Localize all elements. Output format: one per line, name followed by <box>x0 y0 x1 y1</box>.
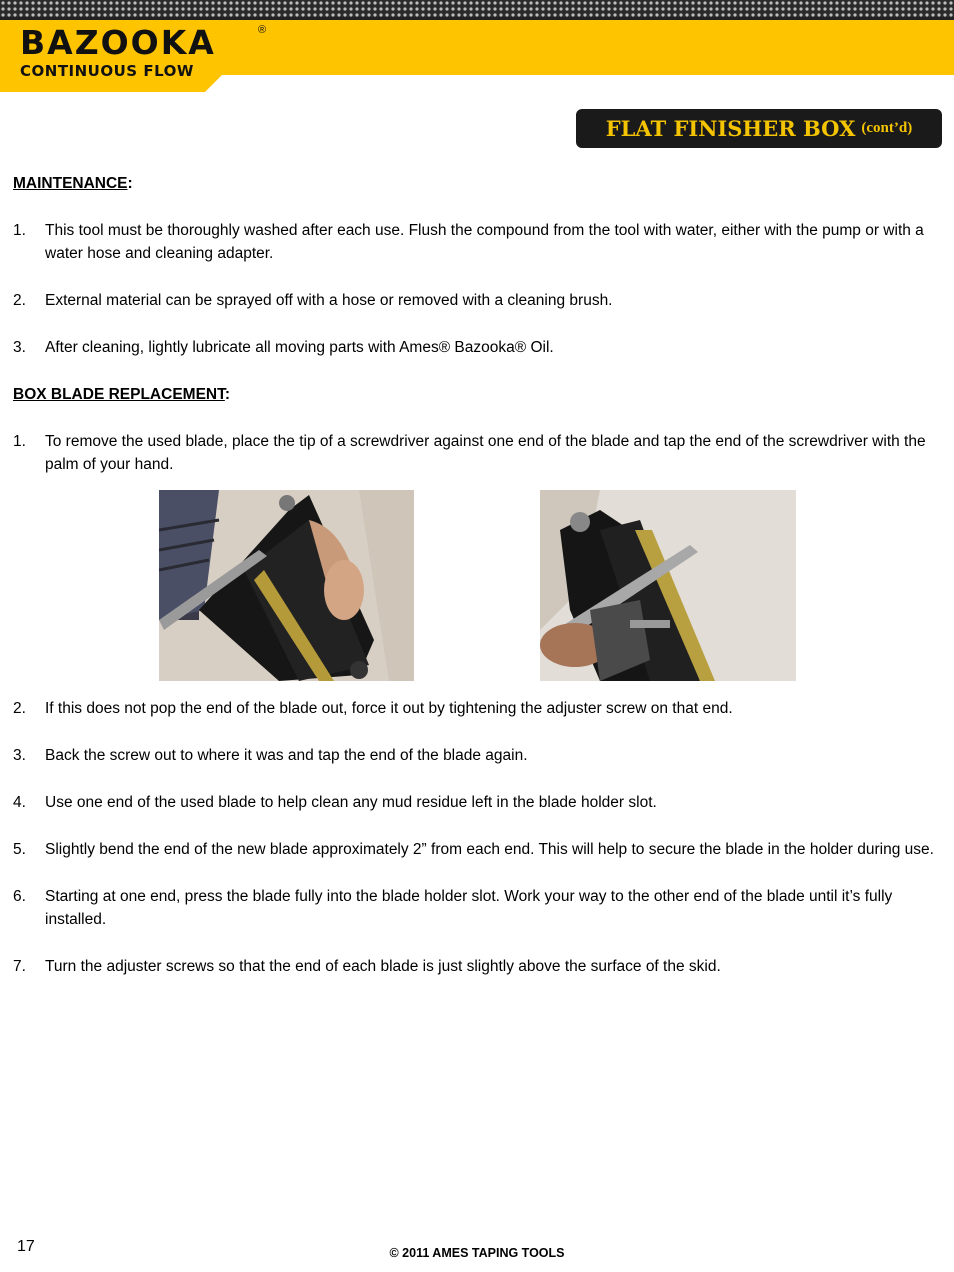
list-item <box>13 697 938 720</box>
list-item <box>13 791 938 814</box>
list-item <box>13 838 938 861</box>
section-title-suffix: (cont’d) <box>861 120 913 136</box>
photo-row <box>0 490 954 682</box>
list-item-text: Slightly bend the end of the new blade approximately 2” from each end. This will help to secure the blade in the holder during use. <box>45 841 934 858</box>
list-item-text: To remove the used blade, place the tip of a screwdriver against one end of the blade and tap the end of the screwdriver with the palm of your hand. <box>45 433 926 473</box>
logo-wordmark: BAZOOKA <box>20 23 216 62</box>
list-item <box>13 219 938 265</box>
section-title: FLAT FINISHER BOX <box>605 116 856 141</box>
list-item-number: 2. <box>13 700 26 717</box>
photo-screwdriver-right <box>540 490 796 681</box>
copyright-notice: © 2011 AMES TAPING TOOLS <box>389 1246 565 1260</box>
blade-replacement-heading: BOX BLADE REPLACEMENT: <box>13 386 231 403</box>
list-item <box>13 289 938 312</box>
list-item <box>13 955 938 978</box>
main-content <box>13 172 938 476</box>
list-item-text: Turn the adjuster screws so that the end of each blade is just slightly above the surface of the skid. <box>45 958 721 975</box>
list-item <box>13 336 938 359</box>
list-item-number: 1. <box>13 222 26 239</box>
list-item-number: 1. <box>13 433 26 450</box>
list-item-text: Back the screw out to where it was and tap the end of the blade again. <box>45 747 528 764</box>
list-item <box>13 430 938 476</box>
logo-subtitle: CONTINUOUS FLOW <box>20 62 194 80</box>
list-item <box>13 885 938 931</box>
maintenance-heading: MAINTENANCE: <box>13 175 133 192</box>
list-item-text: Starting at one end, press the blade fully into the blade holder slot. Work your way to the other end of the blade until it’s fully installed. <box>45 888 893 928</box>
blade-replacement-steps <box>13 697 938 978</box>
photo-screwdriver-left <box>159 490 414 681</box>
list-item-number: 2. <box>13 292 26 309</box>
list-item-text: After cleaning, lightly lubricate all moving parts with Ames® Bazooka® Oil. <box>45 339 554 356</box>
list-item-text: Use one end of the used blade to help clean any mud residue left in the blade holder slot. <box>45 794 657 811</box>
list-item-number: 6. <box>13 888 26 905</box>
list-item-text: This tool must be thoroughly washed after each use. Flush the compound from the tool with water, either with the pump or with a water hose and cleaning adapter. <box>45 222 924 262</box>
list-item-number: 5. <box>13 841 26 858</box>
list-item <box>13 744 938 767</box>
page-number: 17 <box>17 1238 35 1255</box>
section-banner <box>576 109 942 148</box>
page-header <box>0 0 954 92</box>
logo-registered-mark: ® <box>258 24 267 36</box>
list-item-text: External material can be sprayed off with a hose or removed with a cleaning brush. <box>45 292 613 309</box>
list-item-number: 3. <box>13 339 26 356</box>
list-item-number: 4. <box>13 794 26 811</box>
list-item-text: If this does not pop the end of the blade out, force it out by tightening the adjuster screw on that end. <box>45 700 733 717</box>
list-item-number: 7. <box>13 958 26 975</box>
list-item-number: 3. <box>13 747 26 764</box>
